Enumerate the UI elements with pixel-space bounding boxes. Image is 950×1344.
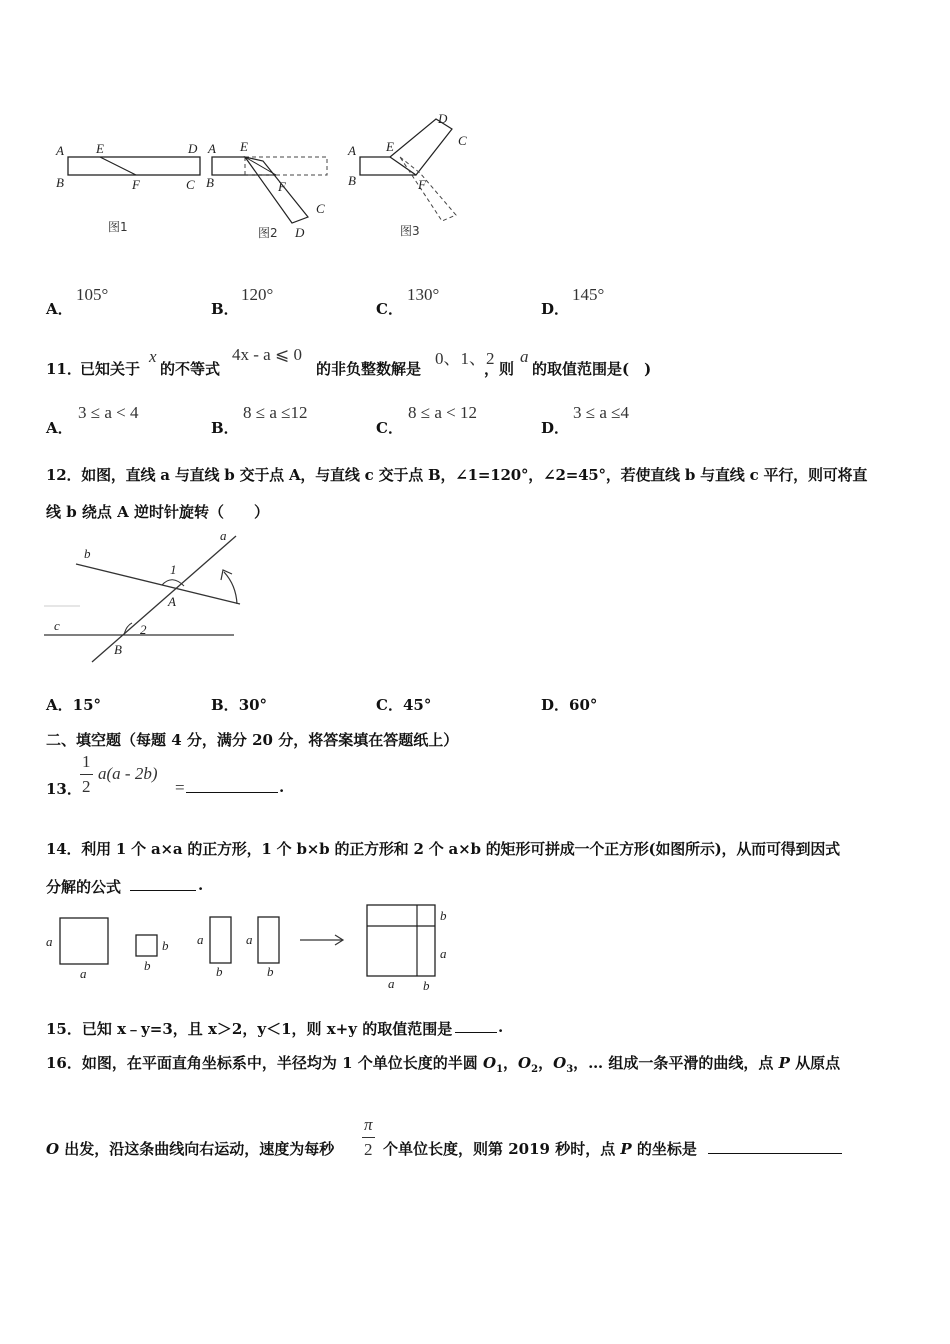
q12-option-c[interactable] [376, 694, 431, 715]
q15-text: 15．已知 x﹣y=3，且 x＞2，y＜1，则 x+y 的取值范围是 [46, 1020, 453, 1038]
option-letter: B． [211, 300, 239, 318]
q11-text-2: 的不等式 [160, 360, 221, 378]
q10-option-a[interactable] [46, 298, 73, 319]
fig3-label-e: E [386, 139, 394, 154]
q13-number: 13． [46, 780, 82, 798]
q16-o2: O [518, 1054, 532, 1072]
q11-option-a-value: 3 ≤ a < 4 [78, 403, 139, 422]
q11-solutions: 0、1、2 [435, 349, 495, 368]
fig1-fold-line [100, 157, 136, 175]
square-a [60, 918, 108, 964]
square-b [136, 935, 157, 956]
q16-text-line2-start [46, 1138, 334, 1159]
label-point-a: A [168, 594, 176, 609]
q15-answer-blank[interactable] [455, 1018, 497, 1037]
fig2-label-c: C [316, 201, 325, 216]
option-value: 30° [238, 696, 268, 714]
label-angle-1: 1 [170, 562, 177, 577]
q13-expression: a(a - 2b) [98, 764, 158, 783]
fig1-label-e: E [96, 141, 104, 156]
q12-figure [44, 530, 244, 665]
q16-answer-blank[interactable] [708, 1139, 842, 1158]
combined-right-b-label: b [440, 908, 447, 923]
option-letter: D． [541, 300, 570, 318]
q13-period: . [279, 778, 285, 796]
q16-text-part5: 个单位长度，则第 2019 秒时，点 [383, 1140, 621, 1158]
q11-option-d[interactable]: D． [541, 419, 570, 437]
fig1-label-f: F [132, 177, 140, 192]
fig3-dashed-outline [400, 157, 456, 221]
fig1-label-c: C [186, 177, 195, 192]
q11-text-3: 的非负整数解是 [316, 360, 422, 378]
q16-origin-o: O [46, 1140, 60, 1158]
q16-text-part6: 的坐标是 [631, 1140, 697, 1158]
q14-answer-blank[interactable] [130, 876, 196, 895]
rect2-bottom-label: b [267, 964, 274, 979]
q12-option-d[interactable] [541, 694, 597, 715]
q16-frac-denominator: 2 [364, 1140, 373, 1159]
fig1-label-b: B [56, 175, 64, 190]
combined-square [367, 905, 435, 976]
option-letter: B． [211, 696, 239, 714]
fig2-crease [245, 157, 276, 175]
square-a-bottom-label: a [80, 966, 87, 981]
q14-text-line1: 14．利用 1 个 a×a 的正方形，1 个 b×b 的正方形和 2 个 a×b 的矩形可拼成一个正方形(如图所示)，从而可得到因式 [46, 840, 840, 858]
square-a-side-label: a [46, 934, 53, 949]
q11-option-c[interactable]: C． [376, 419, 403, 437]
q16-text-part2: ，… 组成一条平滑的曲线，点 [573, 1054, 779, 1072]
option-value: 45° [402, 696, 432, 714]
label-angle-2: 2 [140, 622, 147, 637]
q10-option-d-value: 145° [572, 285, 605, 304]
fig2-label-a: A [208, 141, 216, 156]
combined-right-a-label: a [440, 946, 447, 961]
q12-option-a[interactable] [46, 694, 101, 715]
q13-answer-blank[interactable] [186, 778, 278, 797]
option-letter: C． [376, 300, 403, 318]
q14-figure [42, 900, 462, 995]
q11-text-5: 的取值范围是( ) [532, 360, 652, 378]
rect1-side-label: a [197, 932, 204, 947]
q12-option-b[interactable] [211, 694, 267, 715]
rotation-arrow-icon [224, 572, 237, 604]
q10-option-c[interactable] [376, 298, 403, 319]
q16-o1: O [482, 1054, 497, 1072]
q10-figure [40, 105, 480, 245]
fig3-label-f: F [418, 177, 426, 192]
fig2-label-d: D [295, 225, 305, 240]
section-2-heading: 二、填空题（每题 4 分，满分 20 分，将答案填在答题纸上） [46, 731, 459, 749]
q11-option-b-value: 8 ≤ a ≤12 [243, 403, 308, 422]
q11-inequality: 4x - a ⩽ 0 [232, 345, 302, 364]
square-b-side-label: b [162, 938, 169, 953]
rect2-side-label: a [246, 932, 253, 947]
q16-text-part4: 出发，沿这条曲线向右运动，速度为每秒 [59, 1140, 335, 1158]
square-b-bottom-label: b [144, 958, 151, 973]
fig2-folded-part [245, 157, 308, 223]
q16-fraction [362, 1115, 375, 1160]
combined-bottom-b-label: b [423, 978, 430, 993]
rect1-bottom-label: b [216, 964, 223, 979]
option-letter: A． [46, 696, 73, 714]
q10-option-c-value: 130° [407, 285, 440, 304]
q12-text-line1: 12．如图，直线 a 与直线 b 交于点 A，与直线 c 交于点 B，∠1=120°，∠2=45°，若使直线 b 与直线 c 平行，则可将直 [46, 466, 868, 484]
option-letter: A． [46, 300, 73, 318]
q11-option-a[interactable]: A． [46, 419, 73, 437]
fig2-label-b: B [206, 175, 214, 190]
fig3-label-b: B [348, 173, 356, 188]
q16-text-line1: 16．如图，在平面直角坐标系中，半径均为 1 个单位长度的半圆 $O_1$，$O_2$，$O_3$，… 组成一条平滑的曲线，点 P 从原点 [46, 1054, 841, 1075]
q16-text-part3: 从原点 [789, 1054, 841, 1072]
fig1-label-d: D [188, 141, 198, 156]
fig3-folded-up [390, 119, 452, 175]
q16-text-part1: 16．如图，在平面直角坐标系中，半径均为 1 个单位长度的半圆 [46, 1054, 483, 1072]
fig3-label-a: A [348, 143, 356, 158]
rect-ab-1 [210, 917, 231, 963]
q13-frac-denominator: 2 [82, 777, 91, 796]
combined-bottom-a-label: a [388, 976, 395, 991]
option-letter: C． [376, 696, 403, 714]
q13-equals: = [175, 778, 185, 797]
fig2-label-e: E [240, 139, 248, 154]
q11-number: 11． [46, 360, 82, 378]
q11-var-a: a [520, 347, 529, 366]
fig1-caption: 图1 [108, 220, 128, 234]
fig3-label-d: D [438, 111, 448, 126]
q11-option-d-value: 3 ≤ a ≤4 [573, 403, 629, 422]
q16-point-p-2: P [620, 1140, 632, 1158]
q11-text-1: 已知关于 [80, 360, 141, 378]
q12-text-line2: 线 b 绕点 A 逆时针旋转（ ） [46, 503, 270, 521]
q16-sub1: 1 [496, 1064, 504, 1075]
q16-sub3: 3 [566, 1064, 574, 1075]
line-b [76, 564, 240, 604]
q10-option-a-value: 105° [76, 285, 109, 304]
label-b: b [84, 546, 91, 561]
fig3-caption: 图3 [400, 224, 420, 238]
q14-text-line2: 分解的公式 [46, 878, 122, 896]
q11-var-x: x [149, 347, 157, 366]
fig3-label-c: C [458, 133, 467, 148]
label-c: c [54, 618, 60, 633]
fig3-strip-left [360, 157, 416, 175]
option-value: 15° [72, 696, 102, 714]
q16-text-line2-end [383, 1138, 697, 1159]
q16-sub2: 2 [531, 1064, 539, 1075]
option-value: 60° [569, 696, 598, 714]
q16-o3: O [553, 1054, 567, 1072]
label-point-b: B [114, 642, 122, 657]
fig1-strip [68, 157, 200, 175]
fig1-label-a: A [56, 143, 64, 158]
q13-frac-numerator: 1 [82, 752, 91, 771]
rect-ab-2 [258, 917, 279, 963]
q15-period: . [498, 1018, 504, 1036]
q13-fraction [80, 752, 93, 797]
option-letter: D． [541, 696, 570, 714]
q14-period: . [198, 876, 204, 894]
q11-option-c-value: 8 ≤ a < 12 [408, 403, 477, 422]
q10-option-b[interactable] [211, 298, 239, 319]
q16-frac-numerator: π [364, 1115, 373, 1134]
q16-point-p: P [778, 1054, 790, 1072]
q10-option-d[interactable] [541, 298, 569, 319]
q10-option-b-value: 120° [241, 285, 274, 304]
label-a: a [220, 530, 227, 543]
q11-text-4: ，则 [484, 360, 515, 378]
fig2-label-f: F [278, 179, 286, 194]
fig2-caption: 图2 [258, 226, 278, 240]
q11-option-b[interactable]: B． [211, 419, 239, 437]
